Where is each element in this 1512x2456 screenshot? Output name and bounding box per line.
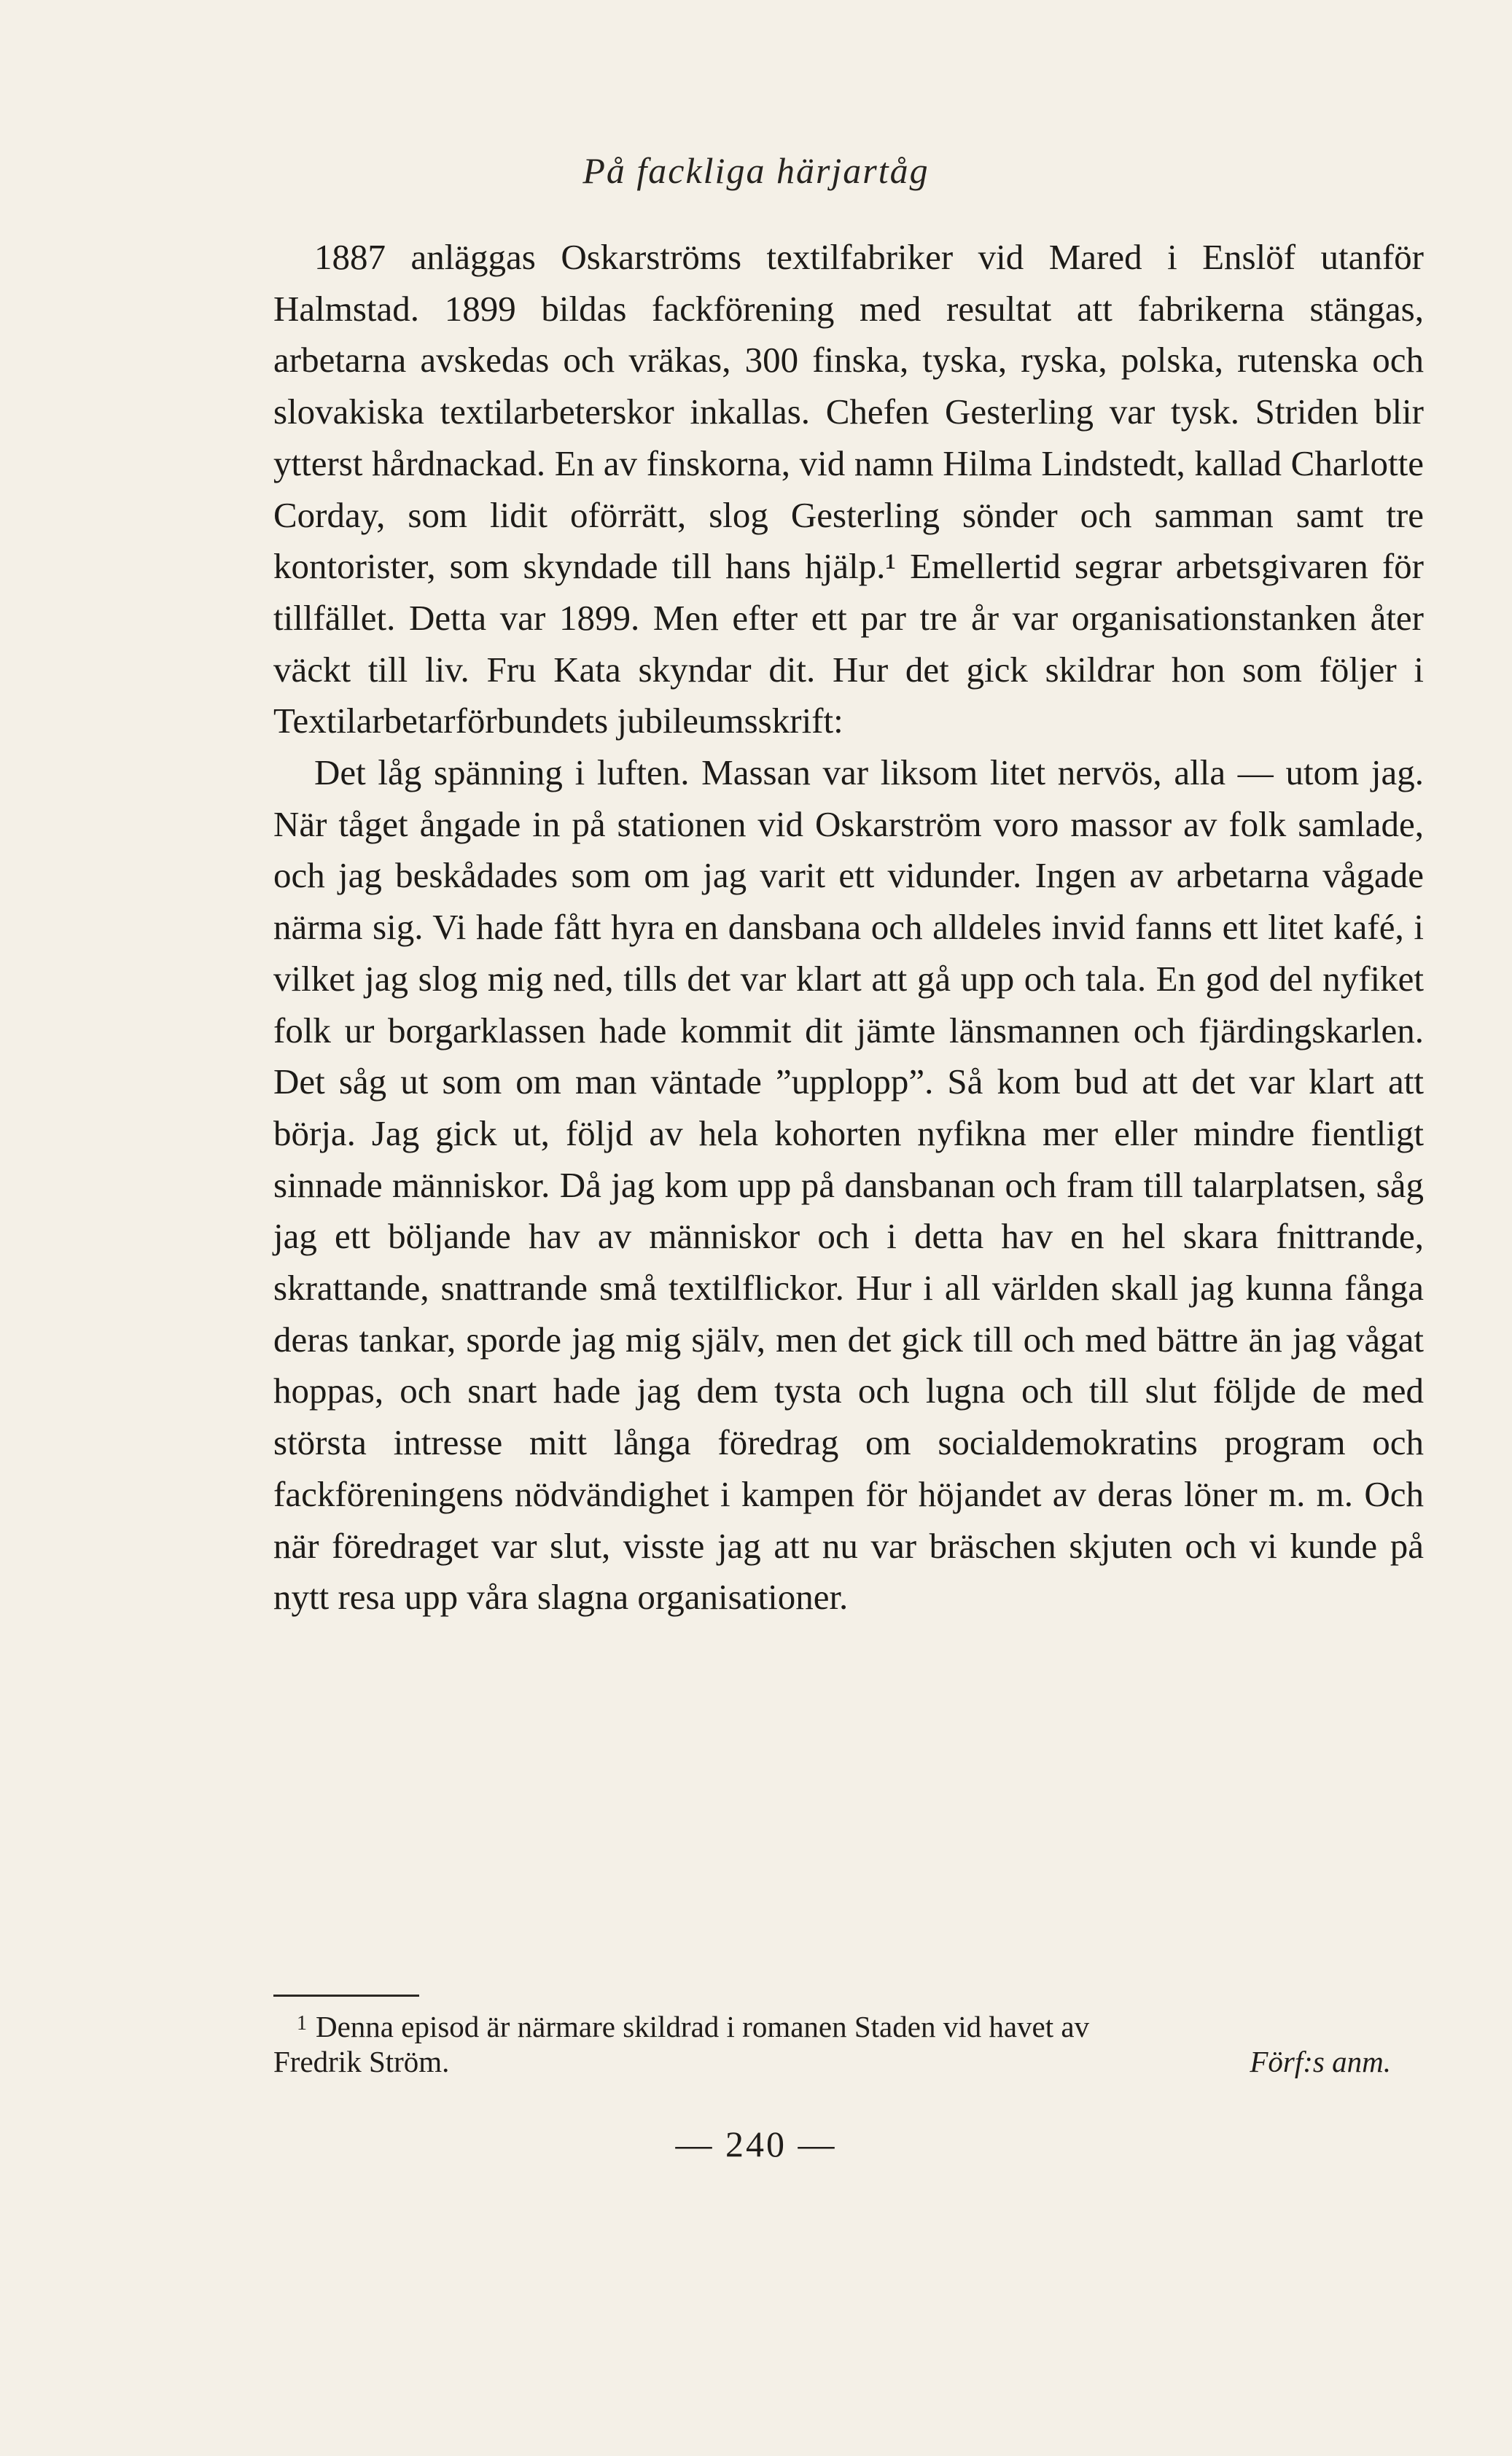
footnote-attribution: Förf:s anm. [1250, 2045, 1391, 2078]
running-head: På fackliga härjartåg [582, 150, 930, 191]
footnote [273, 2006, 1424, 2079]
body-text [273, 232, 1424, 1623]
paragraph-1: 1887 anläggas Oskarströms textilfabriker vid Mared i Enslöf utanför Halmstad. 1899 bildas fackförening med resultat att fabrikerna stängas, arbetarna avskedas och vräkas, 300 finska, tyska, ryska, polska, rutenska och slovakiska textilarbeterskor inkallas. Chefen Gesterling var tysk. Striden blir ytterst hårdnackad. En av finskorna, vid namn Hilma Lindstedt, kallad Charlotte Corday, som lidit oförrätt, slog Gesterling sönder och samman samt tre kontorister, som skyndade till hans hjälp.¹ Emellertid segrar arbetsgivaren för tillfället. Detta var 1899. Men efter ett par tre år var organisationstanken åter väckt till liv. Fru Kata skyndar dit. Hur det gick skildrar hon som följer i Textilarbetarförbundets jubileumsskrift: [273, 237, 1424, 741]
footnote-line-2: Fredrik Ström. [273, 2045, 450, 2078]
footnote-line-1: Denna episod är närmare skildrad i romanen Staden vid havet av [316, 2010, 1090, 2043]
paragraph-2-quote: Det låg spänning i luften. Massan var liksom litet nervös, alla — utom jag. När tåget ångade in på stationen vid Oskarström voro massor av folk samlade, och jag beskådades som om jag varit ett vidunder. Ingen av arbetarna vågade närma sig. Vi hade fått hyra en dansbana och alldeles invid fanns ett litet kafé, i vilket jag slog mig ned, tills det var klart att gå upp och tala. En god del nyfiket folk ur borgarklassen hade kommit dit jämte länsmannen och fjärdingskarlen. Det såg ut som om man väntade ”upplopp”. Så kom bud att det var klart att börja. Jag gick ut, följd av hela kohorten nyfikna mer eller mindre fientligt sinnade människor. Då jag kom upp på dansbanan och fram till talarplatsen, såg jag ett böljande hav av människor och i detta hav en hel skara fnittrande, skrattande, snattrande små textilflickor. Hur i all världen skall jag kunna fånga deras tankar, sporde jag mig själv, men det gick till och med bättre än jag vågat hoppas, och snart hade jag dem tysta och lugna och till slut följde de med största intresse mitt långa föredrag om socialdemokratins program och fackföreningens nödvändighet i kampen för höjandet av deras löner m. m. Och när föredraget var slut, visste jag att nu var bräschen skjuten och vi kunde på nytt resa upp våra slagna organisationer. [273, 752, 1424, 1618]
footnote-marker: 1 [297, 2012, 307, 2035]
footnote-rule [273, 1995, 419, 1997]
page-number: — 240 — [675, 2124, 837, 2164]
